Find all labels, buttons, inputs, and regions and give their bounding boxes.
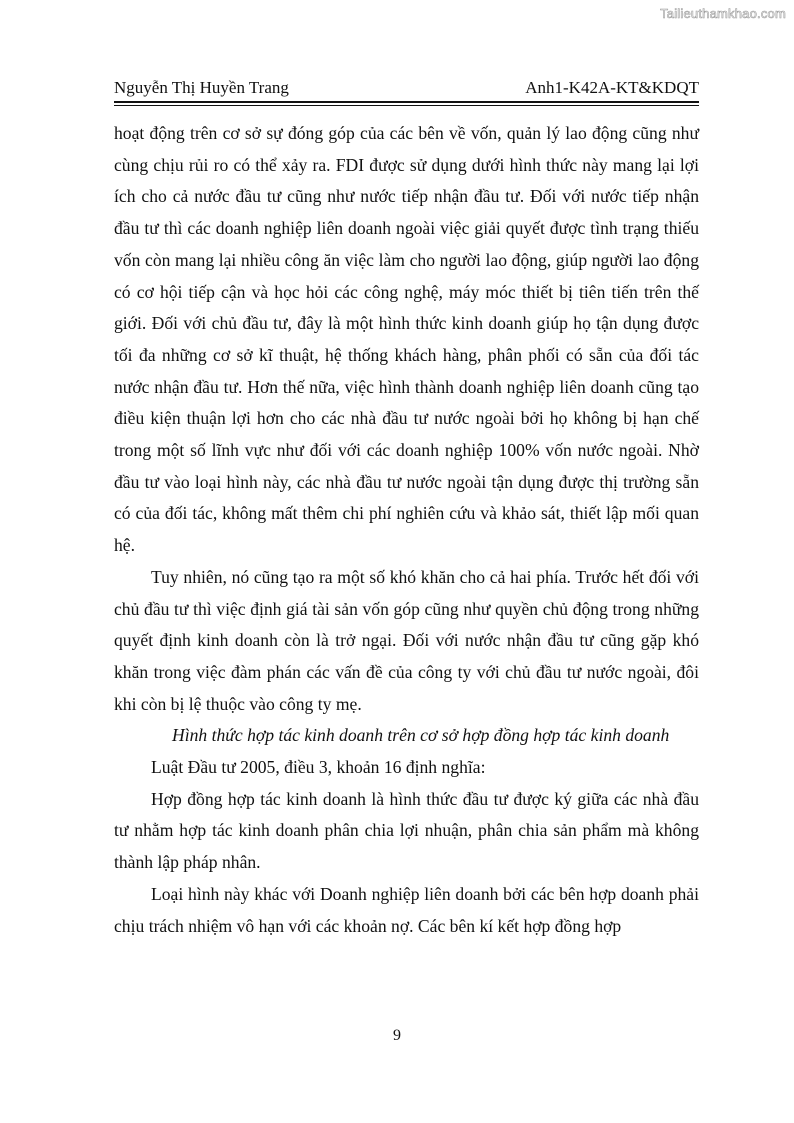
watermark: Tailieuthamkhao.com: [660, 6, 786, 21]
header-divider-thin: [114, 105, 699, 106]
header-class-code: Anh1-K42A-KT&KDQT: [525, 78, 699, 97]
document-body: [114, 118, 699, 942]
page-number: 9: [393, 1027, 401, 1044]
section-heading-bcc: Hình thức hợp tác kinh doanh trên cơ sở hợp đồng hợp tác kinh doanh: [172, 725, 670, 746]
paragraph-joint-venture-difficulties: Tuy nhiên, nó cũng tạo ra một số khó khăn cho cả hai phía. Trước hết đối với chủ đầu tư thì việc định giá tài sản vốn góp cũng như quyền chủ động trong những quyết định kinh doanh còn là trở ngại. Đối với nước nhận đầu tư cũng gặp khó khăn trong việc đàm phán các vấn đề của công ty với chủ đầu tư nước ngoài, đôi khi còn bị lệ thuộc vào công ty mẹ.: [114, 566, 699, 714]
page-header: [114, 77, 699, 99]
paragraph-joint-venture-benefits: hoạt động trên cơ sở sự đóng góp của các bên về vốn, quản lý lao động cũng như cùng chịu rủi ro có thể xảy ra. FDI được sử dụng dưới hình thức này mang lại lợi ích cho cả nước đầu tư cũng như nước tiếp nhận đầu tư. Đối với nước tiếp nhận đầu tư thì các doanh nghiệp liên doanh ngoài việc giải quyết được tình trạng thiếu vốn còn mang lại nhiều công ăn việc làm cho người lao động, giúp người lao động có cơ hội tiếp cận và học hỏi các công nghệ, máy móc thiết bị tiên tiến trên thế giới. Đối với chủ đầu tư, đây là một hình thức kinh doanh giúp họ tận dụng được tối đa những cơ sở kĩ thuật, hệ thống khách hàng, phân phối có sẵn của đối tác nước nhận đầu tư. Hơn thế nữa, việc hình thành doanh nghiệp liên doanh cũng tạo điều kiện thuận lợi hơn cho các nhà đầu tư nước ngoài bởi họ không bị hạn chế trong một số lĩnh vực như đối với các doanh nghiệp 100% vốn nước ngoài. Nhờ đầu tư vào loại hình này, các nhà đầu tư nước ngoài tận dụng được thị trường sẵn có của đối tác, không mất thêm chi phí nghiên cứu và khảo sát, thiết lập mối quan hệ.: [114, 123, 699, 556]
paragraph-bcc-difference: Loại hình này khác với Doanh nghiệp liên doanh bởi các bên hợp doanh phải chịu trách nhiệm vô hạn với các khoản nợ. Các bên kí kết hợp đồng hợp: [114, 883, 699, 936]
paragraph-bcc-definition: Hợp đồng hợp tác kinh doanh là hình thức đầu tư được ký giữa các nhà đầu tư nhằm hợp tác kinh doanh phân chia lợi nhuận, phân chia sản phẩm mà không thành lập pháp nhân.: [114, 788, 699, 873]
header-divider: [114, 101, 699, 103]
paragraph-law-reference: Luật Đầu tư 2005, điều 3, khoản 16 định nghĩa:: [151, 757, 486, 778]
header-author: Nguyễn Thị Huyền Trang: [114, 78, 289, 97]
